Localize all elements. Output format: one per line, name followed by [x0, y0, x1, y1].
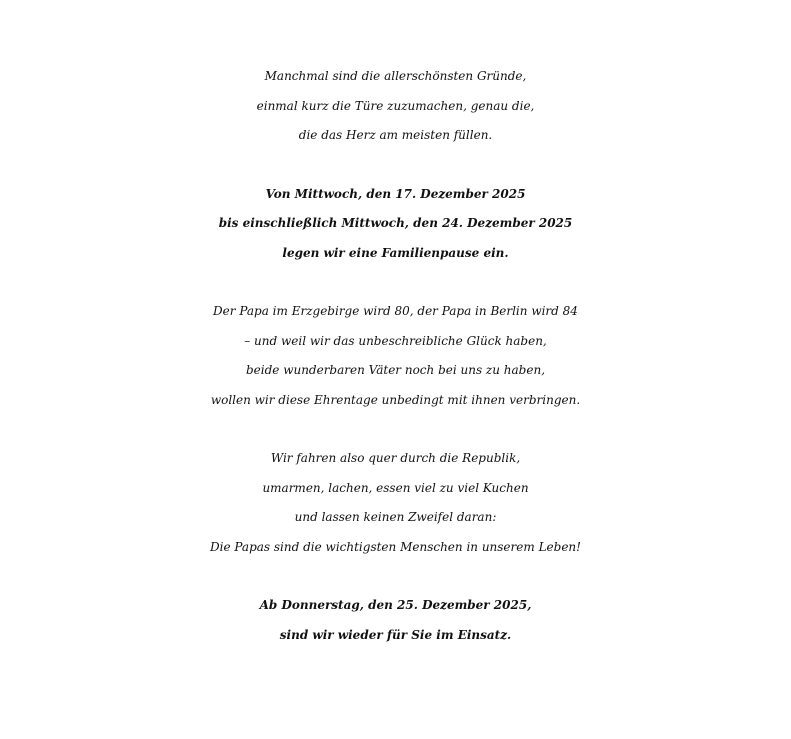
closure-line-3: legen wir eine Familienpause ein. — [282, 245, 509, 260]
reopening-line-1: Ab Donnerstag, den 25. Dezember 2025, — [259, 598, 532, 612]
trip-line-3: und lassen keinen Zweifel daran: — [294, 510, 497, 524]
trip-line-1: Wir fahren also quer durch die Republik, — [270, 451, 521, 465]
closure-line-2: bis einschließlich Mittwoch, den 24. Dezember 2025 — [218, 216, 573, 230]
paragraph-spacer — [0, 562, 791, 591]
trip-line-4: Die Papas sind die wichtigsten Menschen in unserem Leben! — [210, 539, 581, 554]
intro-line-2: einmal kurz die Türe zuzumachen, genau die, — [256, 98, 535, 113]
closure-line-1: Von Mittwoch, den 17. Dezember 2025 — [265, 186, 526, 201]
reason-line-2: – und weil wir das unbeschreibliche Glück haben, — [244, 333, 547, 348]
closure-period-paragraph — [0, 180, 791, 269]
reopening-paragraph — [0, 591, 791, 650]
intro-line-3: die das Herz am meisten füllen. — [298, 128, 493, 142]
trip-paragraph — [0, 444, 791, 562]
reason-line-3: beide wunderbaren Väter noch bei uns zu haben, — [245, 363, 546, 377]
paragraph-spacer — [0, 415, 791, 444]
paragraph-spacer — [0, 151, 791, 180]
reason-line-4: wollen wir diese Ehrentage unbedingt mit ihnen verbringen. — [210, 392, 581, 407]
intro-line-1: Manchmal sind die allerschönsten Gründe, — [264, 69, 527, 83]
intro-paragraph — [0, 62, 791, 151]
paragraph-spacer — [0, 268, 791, 297]
reason-line-1: Der Papa im Erzgebirge wird 80, der Papa in Berlin wird 84 — [213, 304, 578, 318]
reopening-line-2: sind wir wieder für Sie im Einsatz. — [279, 627, 512, 642]
reason-paragraph — [0, 297, 791, 415]
trip-line-2: umarmen, lachen, essen viel zu viel Kuchen — [262, 480, 529, 495]
